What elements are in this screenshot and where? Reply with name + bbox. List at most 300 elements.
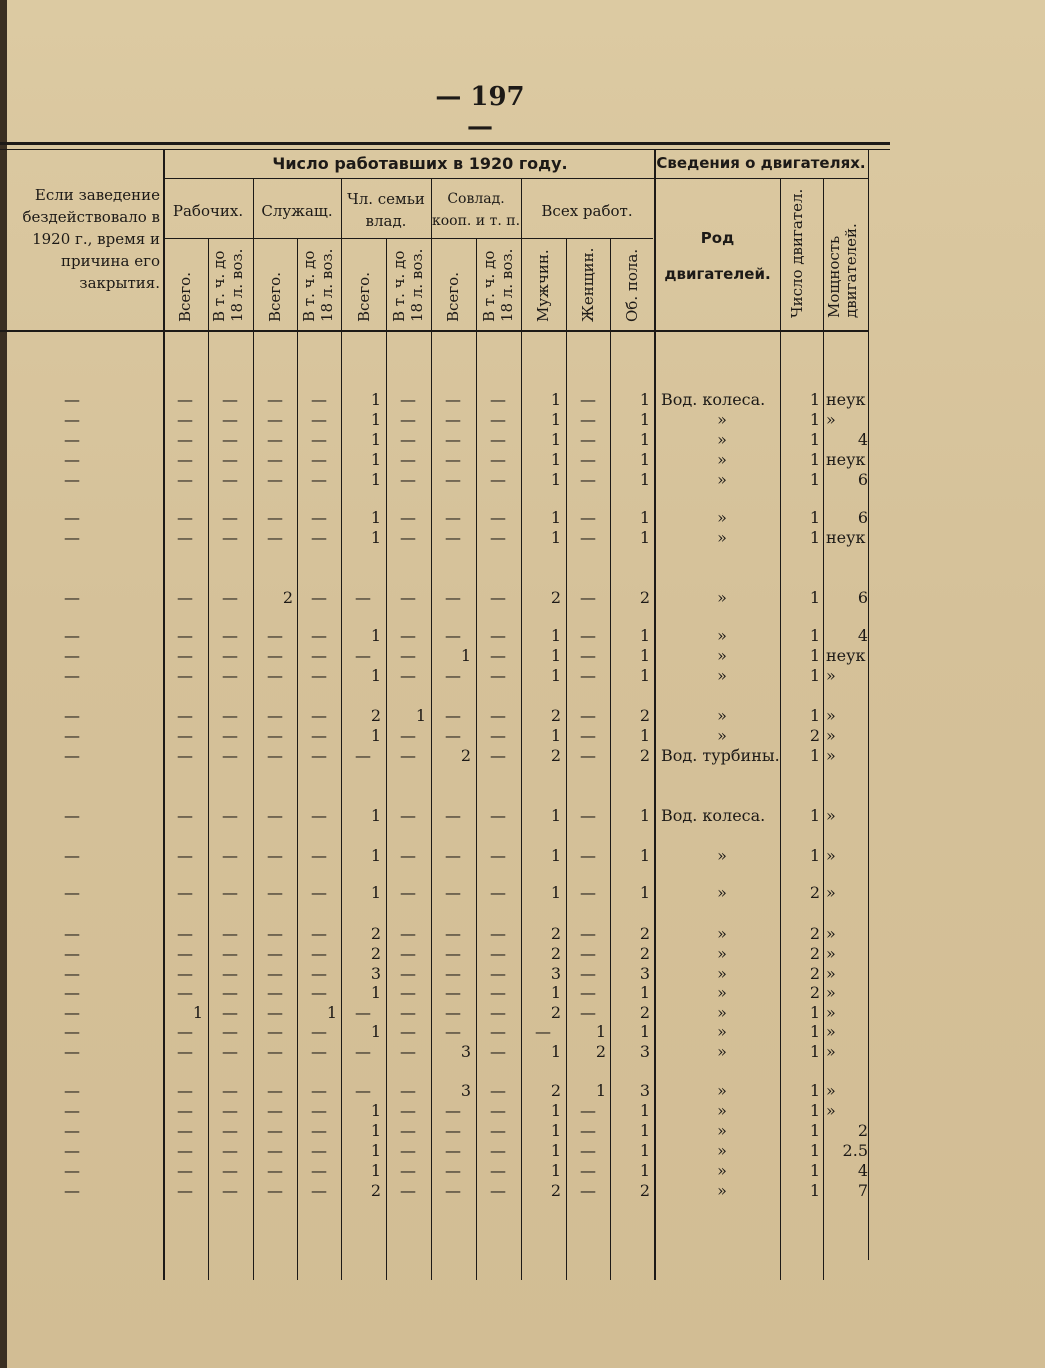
number-cell: 1 (550, 883, 561, 902)
top-rule (0, 142, 890, 145)
status-cell: — (64, 1022, 80, 1041)
number-cell: 1 (550, 390, 561, 409)
number-cell: — (400, 666, 416, 685)
engine-count-cell: 1 (809, 626, 820, 645)
number-cell: — (445, 410, 461, 429)
number-cell: — (400, 1042, 416, 1061)
number-cell: 2 (550, 588, 561, 607)
number-cell: 2 (370, 944, 381, 963)
number-cell: — (177, 1121, 193, 1140)
number-cell: — (222, 746, 238, 765)
number-cell: 2 (370, 706, 381, 725)
engine-power-cell: » (826, 883, 836, 902)
number-cell: — (445, 806, 461, 825)
number-cell: — (311, 666, 327, 685)
engine-count-cell: 1 (809, 470, 820, 489)
status-cell: — (64, 666, 80, 685)
number-cell: 1 (639, 390, 650, 409)
number-cell: 2 (550, 1181, 561, 1200)
number-cell: — (400, 1022, 416, 1041)
number-cell: — (580, 1121, 596, 1140)
number-cell: — (490, 1141, 506, 1160)
number-cell: 1 (370, 430, 381, 449)
number-cell: — (177, 1141, 193, 1160)
engine-count-cell: 1 (809, 508, 820, 527)
engine-kind-cell: » (717, 528, 727, 547)
number-cell: 2 (639, 588, 650, 607)
engine-kind-cell: » (717, 666, 727, 685)
number-cell: — (311, 1141, 327, 1160)
number-cell: 1 (639, 983, 650, 1002)
engine-power-cell: » (826, 806, 836, 825)
number-cell: — (267, 1161, 283, 1180)
number-cell: 1 (370, 846, 381, 865)
number-cell: — (222, 626, 238, 645)
number-cell: — (400, 883, 416, 902)
number-cell: — (355, 746, 371, 765)
engine-kind-cell: Вод. турбины. (661, 746, 780, 765)
engine-count-cell: 1 (809, 430, 820, 449)
number-cell: — (267, 1141, 283, 1160)
column-rule (610, 238, 611, 1280)
number-cell: 3 (639, 964, 650, 983)
status-cell: — (64, 846, 80, 865)
number-cell: — (311, 1081, 327, 1100)
number-cell: — (311, 430, 327, 449)
number-cell: — (490, 390, 506, 409)
number-cell: — (267, 883, 283, 902)
engine-power-cell: 4 (857, 1161, 868, 1180)
number-cell: — (311, 964, 327, 983)
sub-family-header: Чл. семьи влад. (347, 190, 425, 230)
engine-kind-cell: Вод. колеса. (661, 806, 766, 825)
engine-power-cell: 2 (857, 1121, 868, 1140)
number-cell: — (400, 1181, 416, 1200)
number-cell: — (267, 746, 283, 765)
number-cell: — (490, 1161, 506, 1180)
engine-count-cell: 1 (809, 846, 820, 865)
number-cell: — (177, 1181, 193, 1200)
number-cell: — (400, 588, 416, 607)
number-cell: 1 (639, 846, 650, 865)
number-cell: — (580, 666, 596, 685)
number-cell: — (267, 1121, 283, 1140)
number-cell: — (445, 1101, 461, 1120)
number-cell: 1 (370, 626, 381, 645)
number-cell: — (445, 706, 461, 725)
status-cell: — (64, 470, 80, 489)
workers-total-header: Всего. (176, 272, 194, 322)
number-cell: — (267, 726, 283, 745)
number-cell: — (400, 924, 416, 943)
page-number: — 197 — (435, 82, 525, 142)
number-cell: — (580, 450, 596, 469)
number-cell: — (490, 706, 506, 725)
number-cell: — (400, 726, 416, 745)
number-cell: 1 (460, 646, 471, 665)
number-cell: 3 (639, 1042, 650, 1061)
engine-kind-header: Род двигателей. (664, 229, 771, 283)
number-cell: — (445, 846, 461, 865)
number-cell: — (222, 430, 238, 449)
number-cell: 1 (370, 528, 381, 547)
number-cell: — (267, 470, 283, 489)
number-cell: — (311, 1022, 327, 1041)
engine-power-cell: 2.5 (842, 1141, 868, 1160)
engine-kind-cell: » (717, 983, 727, 1002)
number-cell: — (222, 806, 238, 825)
number-cell: 1 (639, 1141, 650, 1160)
engine-power-cell: » (826, 983, 836, 1002)
number-cell: 1 (639, 1022, 650, 1041)
sub-all-header: Всех работ. (541, 202, 633, 220)
status-cell: — (64, 1141, 80, 1160)
sub-employees-header: Служащ. (261, 202, 333, 220)
number-cell: 1 (550, 806, 561, 825)
number-cell: — (177, 1022, 193, 1041)
number-cell: — (580, 626, 596, 645)
column-rule (521, 178, 522, 1280)
number-cell: 1 (550, 470, 561, 489)
status-cell: — (64, 390, 80, 409)
number-cell: — (311, 944, 327, 963)
number-cell: 1 (639, 410, 650, 429)
number-cell: 1 (550, 508, 561, 527)
number-cell: — (311, 390, 327, 409)
status-cell: — (64, 1181, 80, 1200)
engine-power-cell: неук (826, 390, 866, 409)
number-cell: 2 (639, 1003, 650, 1022)
number-cell: — (580, 430, 596, 449)
engine-count-cell: 2 (809, 964, 820, 983)
number-cell: — (490, 1022, 506, 1041)
status-cell: — (64, 746, 80, 765)
number-cell: — (222, 508, 238, 527)
number-cell: — (267, 706, 283, 725)
engine-count-cell: 1 (809, 1081, 820, 1100)
engine-power-cell: 6 (857, 508, 868, 527)
number-cell: 1 (550, 626, 561, 645)
engine-kind-cell: » (717, 706, 727, 725)
number-cell: — (311, 588, 327, 607)
number-cell: — (267, 806, 283, 825)
number-cell: 3 (550, 964, 561, 983)
number-cell: — (400, 1141, 416, 1160)
number-cell: 1 (639, 1101, 650, 1120)
group-engines-header: Сведения о двигателях. (656, 154, 866, 172)
number-cell: — (445, 626, 461, 645)
status-cell: — (64, 626, 80, 645)
number-cell: — (445, 944, 461, 963)
number-cell: — (311, 1121, 327, 1140)
number-cell: — (267, 983, 283, 1002)
number-cell: 1 (550, 726, 561, 745)
number-cell: — (400, 1121, 416, 1140)
engine-kind-cell: » (717, 430, 727, 449)
number-cell: — (177, 706, 193, 725)
number-cell: — (311, 1181, 327, 1200)
number-cell: — (490, 964, 506, 983)
number-cell: — (177, 646, 193, 665)
number-cell: — (177, 944, 193, 963)
engine-count-cell: 1 (809, 646, 820, 665)
number-cell: 1 (550, 846, 561, 865)
number-cell: — (580, 883, 596, 902)
number-cell: 2 (639, 706, 650, 725)
column-rule (823, 178, 824, 1280)
column-rule (566, 238, 567, 1280)
number-cell: — (177, 430, 193, 449)
engine-count-cell: 2 (809, 944, 820, 963)
number-cell: 3 (460, 1042, 471, 1061)
number-cell: 1 (326, 1003, 337, 1022)
status-cell: — (64, 726, 80, 745)
engine-power-cell: 6 (857, 588, 868, 607)
number-cell: — (222, 470, 238, 489)
engine-power-cell: неук (826, 528, 866, 547)
number-cell: — (177, 666, 193, 685)
status-cell: — (64, 883, 80, 902)
number-cell: 1 (550, 450, 561, 469)
men-header: Мужчин. (534, 249, 552, 322)
number-cell: 1 (639, 508, 650, 527)
number-cell: — (267, 410, 283, 429)
number-cell: 1 (639, 1161, 650, 1180)
number-cell: — (490, 430, 506, 449)
engine-kind-cell: » (717, 1121, 727, 1140)
number-cell: — (177, 964, 193, 983)
number-cell: — (490, 726, 506, 745)
number-cell: — (490, 450, 506, 469)
number-cell: — (222, 390, 238, 409)
status-cell: — (64, 1161, 80, 1180)
engine-count-cell: 1 (809, 1121, 820, 1140)
column-rule (476, 238, 477, 1280)
number-cell: — (177, 726, 193, 745)
engine-count-cell: 1 (809, 588, 820, 607)
engine-kind-cell: » (717, 1042, 727, 1061)
number-cell: — (400, 528, 416, 547)
number-cell: 1 (550, 1121, 561, 1140)
column-rule (208, 238, 209, 1280)
number-cell: 1 (550, 646, 561, 665)
number-cell: 1 (370, 883, 381, 902)
number-cell: — (222, 964, 238, 983)
engine-count-cell: 1 (809, 1042, 820, 1061)
number-cell: — (222, 924, 238, 943)
status-cell: — (64, 588, 80, 607)
engine-power-cell: » (826, 666, 836, 685)
engine-power-cell: неук (826, 646, 866, 665)
number-cell: 1 (370, 1022, 381, 1041)
status-cell: — (64, 706, 80, 725)
engine-kind-cell: Вод. колеса. (661, 390, 766, 409)
number-cell: — (400, 646, 416, 665)
engine-kind-cell: » (717, 410, 727, 429)
number-cell: — (400, 626, 416, 645)
number-cell: 1 (370, 1101, 381, 1120)
engine-kind-cell: » (717, 450, 727, 469)
sub-coowners-header: Совлад. кооп. и т. п. (431, 191, 521, 229)
engine-count-cell: 1 (809, 1161, 820, 1180)
number-cell: — (267, 646, 283, 665)
status-cell: — (64, 944, 80, 963)
number-cell: 2 (550, 706, 561, 725)
number-cell: — (222, 1042, 238, 1061)
number-cell: 2 (370, 924, 381, 943)
number-cell: 1 (639, 430, 650, 449)
number-cell: 1 (550, 1042, 561, 1061)
number-cell: — (400, 410, 416, 429)
number-cell: — (267, 944, 283, 963)
number-cell: 1 (370, 726, 381, 745)
status-cell: — (64, 806, 80, 825)
engine-power-cell: » (826, 1081, 836, 1100)
engine-power-cell: » (826, 410, 836, 429)
status-cell: — (64, 983, 80, 1002)
number-cell: 1 (550, 1101, 561, 1120)
number-cell: — (311, 706, 327, 725)
number-cell: 2 (550, 1003, 561, 1022)
number-cell: — (400, 390, 416, 409)
engine-count-cell: 1 (809, 806, 820, 825)
number-cell: — (580, 924, 596, 943)
number-cell: — (580, 1181, 596, 1200)
column-rule (431, 178, 432, 1280)
engine-count-cell: 1 (809, 746, 820, 765)
number-cell: — (355, 646, 371, 665)
engine-power-cell: » (826, 944, 836, 963)
women-header: Женщин. (579, 247, 597, 322)
number-cell: — (177, 1161, 193, 1180)
number-cell: 1 (550, 983, 561, 1002)
number-cell: 1 (370, 666, 381, 685)
number-cell: — (445, 430, 461, 449)
number-cell: — (445, 883, 461, 902)
number-cell: 1 (370, 508, 381, 527)
number-cell: — (311, 1161, 327, 1180)
number-cell: — (580, 1141, 596, 1160)
number-cell: — (580, 470, 596, 489)
number-cell: 3 (460, 1081, 471, 1100)
column-rule (780, 178, 781, 1280)
number-cell: 2 (550, 1081, 561, 1100)
number-cell: — (400, 450, 416, 469)
engine-kind-cell: » (717, 1161, 727, 1180)
number-cell: 1 (370, 1161, 381, 1180)
status-cell: — (64, 1121, 80, 1140)
number-cell: — (490, 470, 506, 489)
number-cell: 2 (550, 746, 561, 765)
number-cell: 2 (639, 1181, 650, 1200)
number-cell: — (177, 1101, 193, 1120)
number-cell: — (400, 1161, 416, 1180)
number-cell: — (311, 450, 327, 469)
status-cell: — (64, 410, 80, 429)
number-cell: 1 (370, 470, 381, 489)
engine-kind-cell: » (717, 470, 727, 489)
number-cell: — (222, 1141, 238, 1160)
column-rule (868, 150, 869, 1260)
number-cell: 1 (370, 390, 381, 409)
engine-power-cell: » (826, 1042, 836, 1061)
number-cell: — (267, 1042, 283, 1061)
engine-kind-cell: » (717, 726, 727, 745)
engine-count-cell: 1 (809, 1022, 820, 1041)
number-cell: 2 (550, 944, 561, 963)
group-rule (163, 178, 868, 179)
number-cell: — (490, 1101, 506, 1120)
number-cell: — (311, 924, 327, 943)
number-cell: — (445, 588, 461, 607)
engine-kind-cell: » (717, 1101, 727, 1120)
engine-power-cell: 4 (857, 626, 868, 645)
engine-kind-cell: » (717, 883, 727, 902)
status-cell: — (64, 646, 80, 665)
top-rule-thin (0, 149, 890, 150)
number-cell: — (445, 924, 461, 943)
number-cell: 1 (639, 666, 650, 685)
number-cell: 1 (370, 410, 381, 429)
number-cell: 2 (282, 588, 293, 607)
engine-count-cell: 1 (809, 528, 820, 547)
number-cell: — (445, 1161, 461, 1180)
number-cell: — (177, 390, 193, 409)
number-cell: — (222, 726, 238, 745)
number-cell: 3 (639, 1081, 650, 1100)
engine-power-cell: 4 (857, 430, 868, 449)
engine-kind-cell: » (717, 508, 727, 527)
number-cell: — (311, 470, 327, 489)
number-cell: — (580, 706, 596, 725)
number-cell: — (222, 706, 238, 725)
number-cell: — (490, 508, 506, 527)
status-cell: — (64, 924, 80, 943)
number-cell: 2 (639, 944, 650, 963)
number-cell: — (222, 1121, 238, 1140)
number-cell: — (400, 470, 416, 489)
family-under18-header: В т. ч. до 18 л. воз. (390, 248, 426, 322)
engine-power-cell: » (826, 746, 836, 765)
engine-kind-cell: » (717, 944, 727, 963)
number-cell: — (267, 1101, 283, 1120)
both-header: Об. пола. (623, 248, 641, 322)
number-cell: — (445, 470, 461, 489)
number-cell: — (267, 430, 283, 449)
column-rule (163, 150, 165, 1280)
number-cell: 1 (639, 726, 650, 745)
number-cell: — (311, 410, 327, 429)
number-cell: — (267, 1022, 283, 1041)
number-cell: — (490, 944, 506, 963)
number-cell: — (267, 1181, 283, 1200)
number-cell: — (177, 588, 193, 607)
number-cell: — (490, 983, 506, 1002)
number-cell: 1 (639, 883, 650, 902)
column-rule (386, 238, 387, 1280)
number-cell: — (355, 1042, 371, 1061)
number-cell: 1 (639, 806, 650, 825)
number-cell: 2 (639, 924, 650, 943)
number-cell: — (400, 806, 416, 825)
number-cell: 1 (595, 1081, 606, 1100)
engine-kind-cell: » (717, 964, 727, 983)
number-cell: — (311, 846, 327, 865)
number-cell: 2 (370, 1181, 381, 1200)
engine-count-cell: 1 (809, 450, 820, 469)
status-cell: — (64, 450, 80, 469)
number-cell: — (490, 1081, 506, 1100)
